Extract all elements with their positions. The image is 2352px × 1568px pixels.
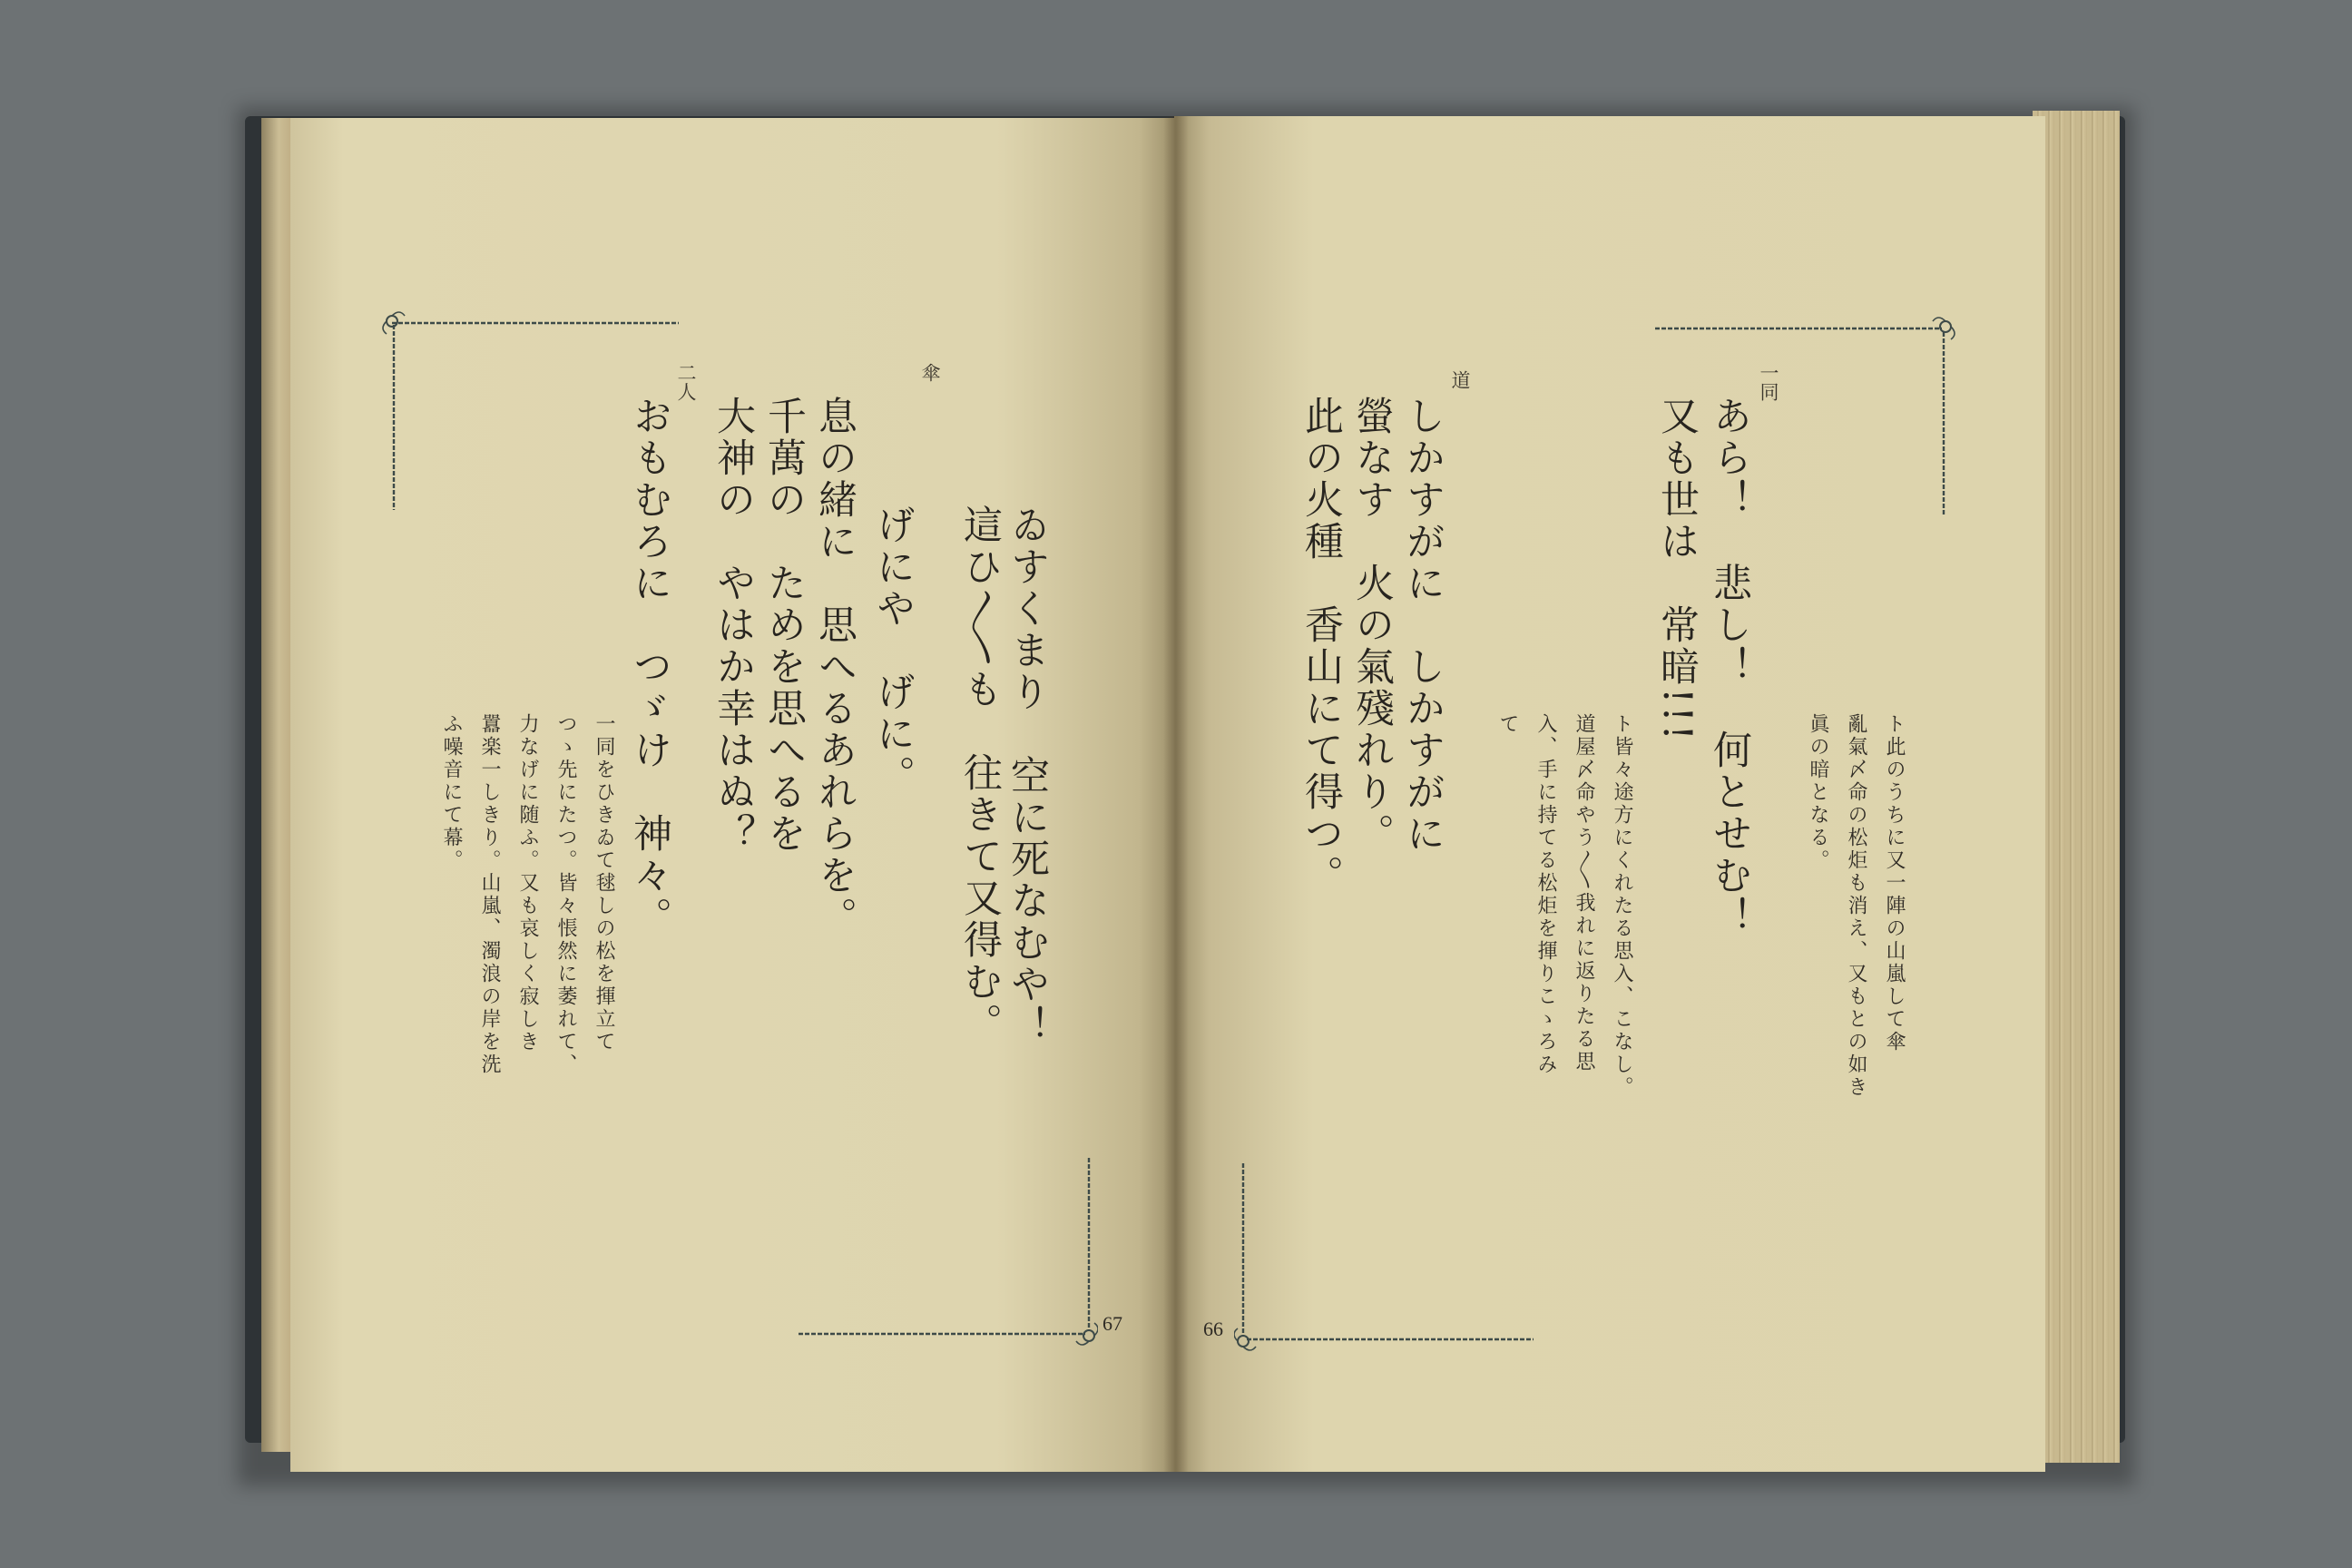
verse-line: 千萬の ためを思へるを: [761, 396, 807, 855]
page-number: 66: [1203, 1318, 1223, 1340]
stage-direction: ト此のうちに又一陣の山嵐して傘: [1883, 713, 1906, 1054]
stage-direction: て: [1496, 713, 1519, 736]
stage-direction: ト皆々途方にくれたる思入、こなし。: [1611, 713, 1633, 1099]
verse-line: あら！ 悲し！ 何とせむ！: [1707, 396, 1752, 938]
page-number: 67: [1102, 1312, 1122, 1335]
speaker-label: 二人: [675, 363, 697, 401]
stage-direction: つゝ先にたつ。皆々悵然に萎れて、: [554, 713, 577, 1076]
verse-line: 此の火種 香山にて得つ。: [1298, 396, 1344, 897]
verse-line: 大神の やはか幸はぬ？: [710, 396, 756, 855]
speaker-label: 一同: [1758, 363, 1779, 401]
book-gutter: [1163, 116, 1189, 1472]
stage-direction: 力なげに随ふ。又も哀しく寂しき: [516, 713, 539, 1054]
page-block-right-edge: [2033, 111, 2120, 1463]
verse-line: 又も世は 常暗!!!: [1654, 396, 1700, 743]
stage-direction: 亂氣〆命の松炬も消え、又もとの如き: [1845, 713, 1867, 1099]
frame-corner-bottom-left: [1234, 1158, 1543, 1357]
speaker-label: 道: [1449, 370, 1471, 389]
verse-line: ゐすくまり 空に死なむや！: [1004, 505, 1050, 1047]
verse-line: 這ひ〳〵も 往きて又得む。: [957, 505, 1003, 1044]
stage-direction: 一同をひきゐて毬しの松を揮立て: [593, 713, 615, 1054]
verse-line: 螢なす 火の氣殘れり。: [1349, 396, 1395, 855]
verse-line: げにや げに。: [870, 505, 916, 797]
stage-direction: 道屋〆命やう〳〵我れに返りたる思: [1573, 713, 1595, 1073]
verse-line: おもむろに つゞけ 神々。: [627, 396, 672, 938]
frame-corner-bottom-right: [789, 1152, 1098, 1352]
stage-direction: 眞の暗となる。: [1807, 713, 1829, 872]
verse-line: 息の緒に 思へるあれらを。: [812, 396, 858, 938]
stage-direction: ふ噪音にて幕。: [440, 713, 463, 872]
speaker-label: 傘: [919, 363, 941, 382]
verse-line: しかすがに しかすがに: [1400, 396, 1446, 855]
stage-direction: 入、手に持てる松炬を揮りこゝろみ: [1534, 713, 1557, 1076]
stage-direction: 囂楽一しきり。山嵐、濁浪の岸を洗: [478, 713, 501, 1076]
